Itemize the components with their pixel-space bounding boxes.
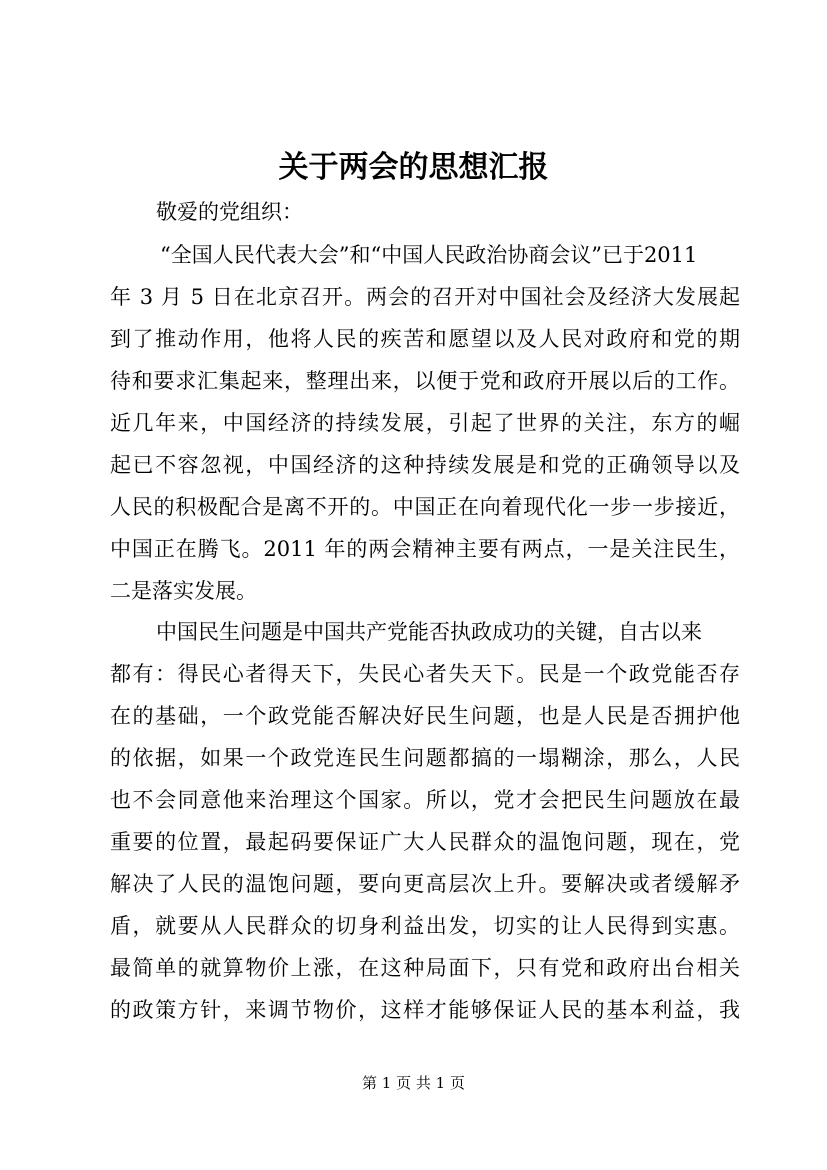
paragraph-line: “全国人民代表大会”和“中国人民政治协商会议”已于2011 (160, 243, 698, 267)
page-footer: 第 1 页 共 1 页 (362, 1074, 465, 1092)
paragraph-line: 最简单的就算物价上涨，在这种局面下，只有党和政府出台相关 (110, 956, 740, 980)
paragraph-line: 中国民生问题是中国共产党能否执政成功的关键，自古以来 (156, 620, 702, 644)
greeting (110, 191, 740, 233)
paragraph-line: 也不会同意他来治理这个国家。所以，党才会把民生问题放在最 (110, 788, 740, 812)
paragraph-line: 起已不容忽视，中国经济的这种持续发展是和党的正确领导以及 (110, 453, 740, 477)
paragraph-line: 盾，就要从人民群众的切身利益出发，切实的让人民得到实惠。 (110, 914, 740, 938)
paragraph-line: 都有：得民心者得天下，失民心者失天下。民是一个政党能否存 (110, 662, 740, 686)
paragraph-line: 年 3 月 5 日在北京召开。两会的召开对中国社会及经济大发展起 (110, 285, 740, 309)
paragraph-line: 重要的位置，最起码要保证广大人民群众的温饱问题，现在，党 (110, 830, 740, 854)
paragraph-line: 待和要求汇集起来，整理出来，以便于党和政府开展以后的工作。 (110, 369, 740, 393)
greeting-text: 敬爱的党组织： (156, 200, 303, 224)
paragraph-1 (110, 234, 740, 612)
paragraph-line: 的政策方针，来调节物价，这样才能够保证人民的基本利益，我 (110, 998, 740, 1022)
paragraph-line: 到了推动作用，他将人民的疾苦和愿望以及人民对政府和党的期 (110, 327, 740, 351)
paragraph-line: 二是落实发展。 (110, 579, 257, 603)
paragraph-line: 近几年来，中国经济的持续发展，引起了世界的关注，东方的崛 (110, 411, 740, 435)
paragraph-line: 人民的积极配合是离不开的。中国正在向着现代化一步一步接近， (110, 495, 740, 519)
document-title: 关于两会的思想汇报 (278, 150, 549, 185)
paragraph-line: 的依据，如果一个政党连民生问题都搞的一塌糊涂，那么，人民 (110, 746, 740, 770)
paragraph-line: 在的基础，一个政党能否解决好民生问题，也是人民是否拥护他 (110, 704, 740, 728)
paragraph-line: 中国正在腾飞。2011 年的两会精神主要有两点，一是关注民生， (110, 537, 740, 561)
paragraph-2 (110, 611, 740, 1031)
paragraph-line: 解决了人民的温饱问题，要向更高层次上升。要解决或者缓解矛 (110, 872, 740, 896)
